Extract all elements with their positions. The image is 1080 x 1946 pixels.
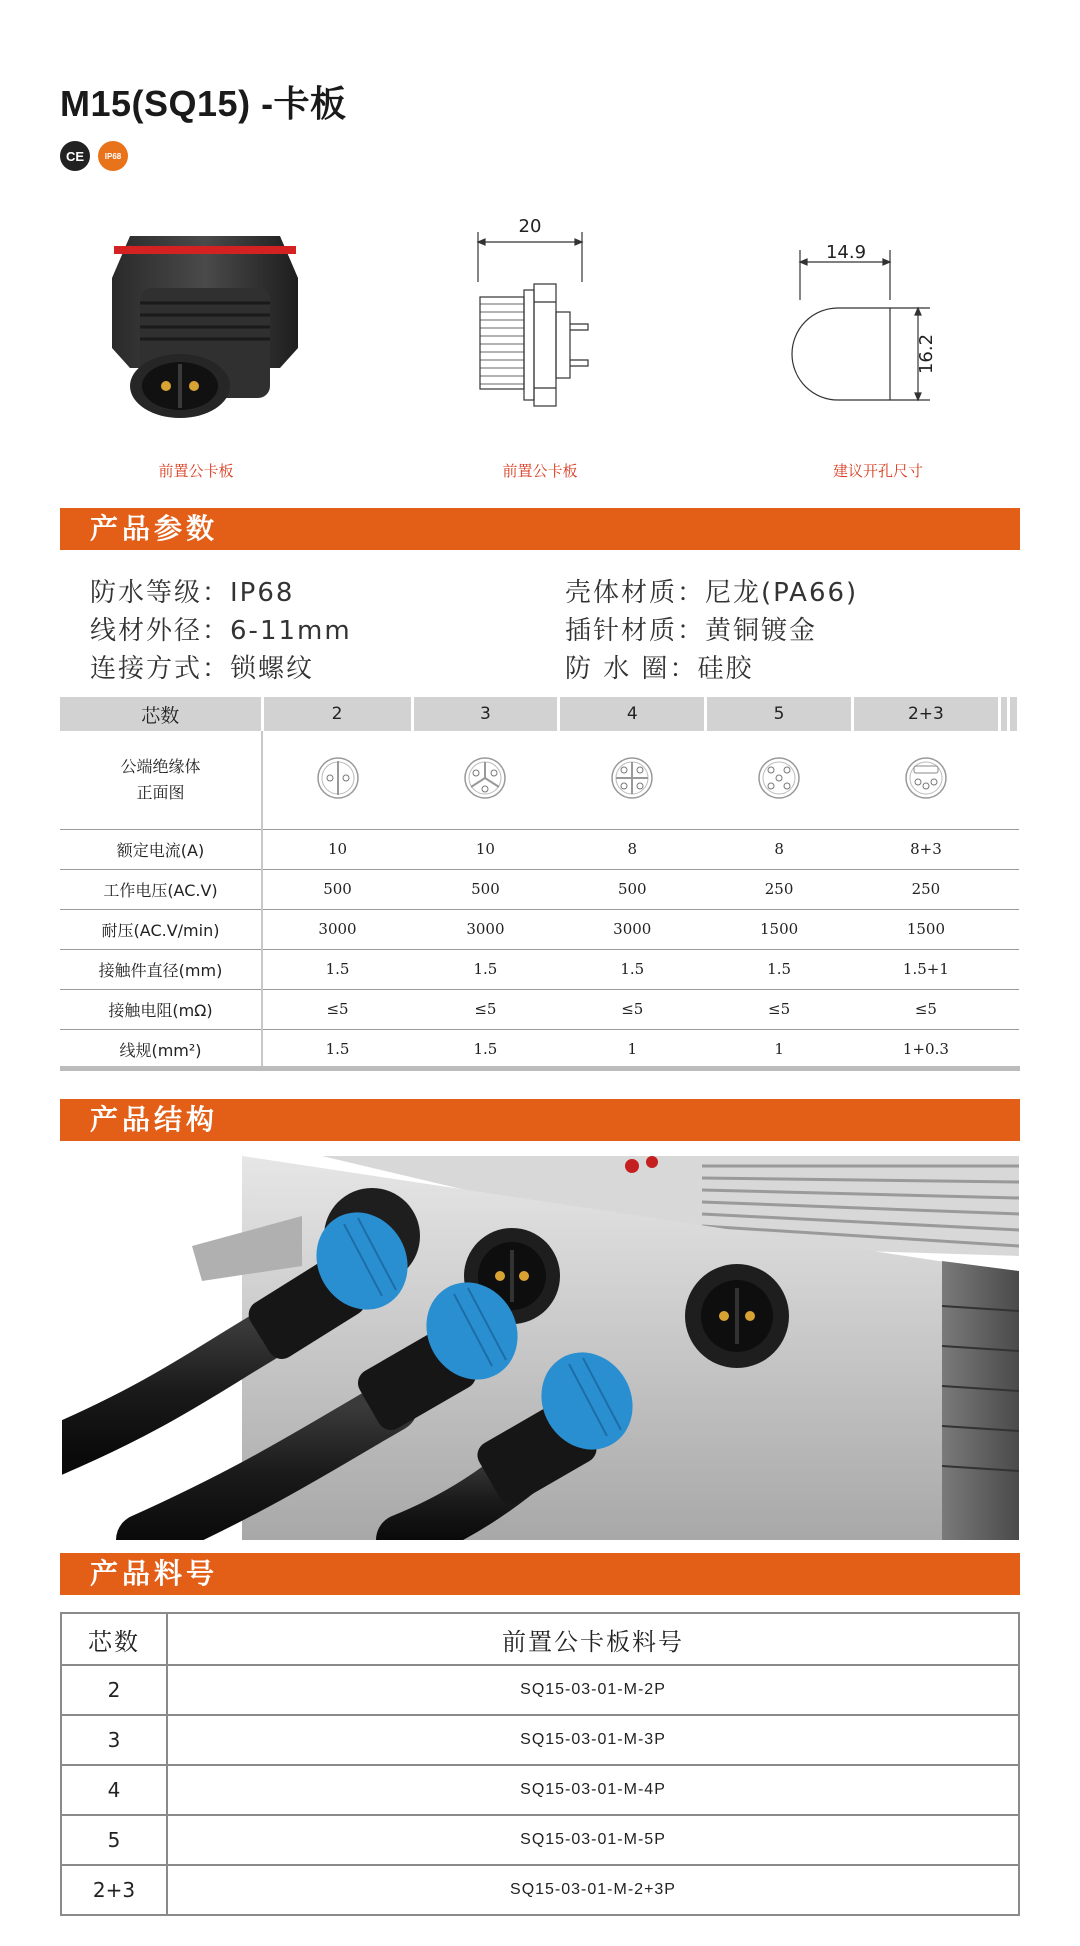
text-span: 连接方式： bbox=[90, 654, 231, 684]
pin-face-2-3-icon bbox=[853, 731, 1000, 829]
text-span: 线材外径： bbox=[90, 616, 231, 646]
text-span: IP68 bbox=[230, 578, 295, 608]
table-cell: 耐压(AC.V/min) bbox=[60, 909, 262, 949]
table-cell: SQ15-03-01-M-3P bbox=[167, 1715, 1019, 1765]
spec-header-cell: 2 bbox=[262, 697, 412, 731]
part-header-code: 前置公卡板料号 bbox=[167, 1613, 1019, 1665]
product-caption: 前置公卡板 bbox=[502, 462, 578, 480]
pin-face-2-icon bbox=[262, 731, 412, 829]
table-cell bbox=[1009, 829, 1019, 869]
table-cell: 1.5 bbox=[559, 949, 706, 989]
spec-header-label: 芯数 bbox=[60, 697, 262, 731]
ip68-icon: IP68 bbox=[98, 141, 128, 171]
face-label bbox=[60, 731, 262, 829]
table-cell: 额定电流(A) bbox=[60, 829, 262, 869]
connector-photo bbox=[110, 218, 300, 418]
part-row bbox=[61, 1715, 1019, 1765]
table-cell: SQ15-03-01-M-2+3P bbox=[167, 1865, 1019, 1915]
spec-header-cell: 3 bbox=[412, 697, 559, 731]
table-cell: ≤5 bbox=[262, 989, 412, 1029]
table-cell bbox=[1009, 869, 1019, 909]
table-cell: 250 bbox=[706, 869, 853, 909]
empty-cell bbox=[1009, 731, 1019, 829]
table-cell: 1 bbox=[559, 1029, 706, 1069]
table-cell: 2+3 bbox=[61, 1865, 167, 1915]
table-cell: ≤5 bbox=[706, 989, 853, 1029]
table-cell bbox=[999, 989, 1009, 1029]
table-cell: 1.5 bbox=[262, 949, 412, 989]
text-span: 尼龙(PA66) bbox=[705, 578, 859, 608]
part-row bbox=[61, 1815, 1019, 1865]
table-cell: 8 bbox=[559, 829, 706, 869]
spec-header-cell: 4 bbox=[559, 697, 706, 731]
text-span: 正面图 bbox=[136, 782, 185, 802]
table-cell: 1 bbox=[706, 1029, 853, 1069]
table-cell: 250 bbox=[853, 869, 1000, 909]
ce-mark-icon: CE bbox=[60, 141, 90, 171]
table-cell: 2 bbox=[61, 1665, 167, 1715]
spec-row bbox=[60, 909, 1019, 949]
table-cell bbox=[999, 909, 1009, 949]
table-cell: 1500 bbox=[706, 909, 853, 949]
table-cell: 8+3 bbox=[853, 829, 1000, 869]
spec-header-cell bbox=[1009, 697, 1019, 731]
text-span: 防 水 圈： bbox=[565, 654, 698, 684]
table-cell: ≤5 bbox=[853, 989, 1000, 1029]
spec-face-row bbox=[60, 731, 1019, 829]
spec-row bbox=[60, 829, 1019, 869]
table-cell bbox=[999, 949, 1009, 989]
spec-row bbox=[60, 869, 1019, 909]
table-cell: 10 bbox=[412, 829, 559, 869]
table-cell: 接触电阻(mΩ) bbox=[60, 989, 262, 1029]
table-cell: 工作电压(AC.V) bbox=[60, 869, 262, 909]
table-cell: 1.5 bbox=[262, 1029, 412, 1069]
param-item bbox=[90, 610, 352, 647]
table-cell: SQ15-03-01-M-5P bbox=[167, 1815, 1019, 1865]
structure-photo bbox=[62, 1156, 1019, 1540]
param-item bbox=[565, 648, 754, 685]
text-span: 黄铜镀金 bbox=[705, 616, 818, 646]
table-cell: 8 bbox=[706, 829, 853, 869]
spec-header-cell bbox=[999, 697, 1009, 731]
table-cell: 1.5+1 bbox=[853, 949, 1000, 989]
panel-hole-drawing bbox=[790, 240, 940, 420]
param-item bbox=[90, 648, 314, 685]
part-row bbox=[61, 1665, 1019, 1715]
pin-face-4-icon bbox=[559, 731, 706, 829]
table-cell: SQ15-03-01-M-2P bbox=[167, 1665, 1019, 1715]
table-cell: 500 bbox=[262, 869, 412, 909]
spec-row bbox=[60, 949, 1019, 989]
spec-row bbox=[60, 989, 1019, 1029]
part-number-table bbox=[60, 1612, 1020, 1916]
table-cell: 接触件直径(mm) bbox=[60, 949, 262, 989]
table-cell: SQ15-03-01-M-4P bbox=[167, 1765, 1019, 1815]
table-cell: 500 bbox=[412, 869, 559, 909]
table-cell bbox=[999, 829, 1009, 869]
table-cell: 5 bbox=[61, 1815, 167, 1865]
page-title: M15(SQ15) -卡板 bbox=[60, 83, 347, 124]
text-span: 插针材质： bbox=[565, 616, 706, 646]
text-span: 6-11mm bbox=[230, 616, 352, 646]
param-item bbox=[565, 610, 817, 647]
text-span: 壳体材质： bbox=[565, 578, 706, 608]
table-cell: 1.5 bbox=[412, 1029, 559, 1069]
text-span: 硅胶 bbox=[697, 654, 754, 684]
spec-table bbox=[60, 697, 1020, 1070]
hole-width-label: 14.9 bbox=[825, 242, 867, 263]
table-cell: 3000 bbox=[412, 909, 559, 949]
table-cell: 10 bbox=[262, 829, 412, 869]
hole-height-label: 16.2 bbox=[916, 333, 937, 375]
table-cell: 3000 bbox=[559, 909, 706, 949]
param-item bbox=[90, 572, 294, 609]
table-cell: 4 bbox=[61, 1765, 167, 1815]
empty-cell bbox=[999, 731, 1009, 829]
text-span: 公端绝缘体 bbox=[120, 756, 201, 776]
spec-header-row bbox=[60, 697, 1019, 731]
section-header-parts: 产品料号 bbox=[60, 1553, 1020, 1595]
table-cell: 500 bbox=[559, 869, 706, 909]
product-caption: 建议开孔尺寸 bbox=[832, 462, 923, 480]
pin-face-3-icon bbox=[412, 731, 559, 829]
table-cell: ≤5 bbox=[412, 989, 559, 1029]
section-header-structure: 产品结构 bbox=[60, 1099, 1020, 1141]
part-header-count: 芯数 bbox=[61, 1613, 167, 1665]
part-header-row bbox=[61, 1613, 1019, 1665]
pin-face-5-icon bbox=[706, 731, 853, 829]
spec-row bbox=[60, 1029, 1019, 1069]
table-cell bbox=[1009, 1029, 1019, 1069]
section-header-params: 产品参数 bbox=[60, 508, 1020, 550]
part-row bbox=[61, 1765, 1019, 1815]
spec-header-cell: 5 bbox=[706, 697, 853, 731]
spec-header-cell: 2+3 bbox=[853, 697, 1000, 731]
table-cell: ≤5 bbox=[559, 989, 706, 1029]
table-cell bbox=[1009, 909, 1019, 949]
table-cell: 1500 bbox=[853, 909, 1000, 949]
table-cell bbox=[1009, 989, 1019, 1029]
table-cell: 线规(mm²) bbox=[60, 1029, 262, 1069]
dimension-width-label: 20 bbox=[518, 216, 542, 237]
text-span: 锁螺纹 bbox=[230, 654, 315, 684]
param-item bbox=[565, 572, 858, 609]
table-cell: 1+0.3 bbox=[853, 1029, 1000, 1069]
table-cell: 3 bbox=[61, 1715, 167, 1765]
table-cell: 3000 bbox=[262, 909, 412, 949]
table-cell: 1.5 bbox=[706, 949, 853, 989]
part-row bbox=[61, 1865, 1019, 1915]
table-cell: 1.5 bbox=[412, 949, 559, 989]
table-divider bbox=[60, 1066, 1020, 1071]
product-caption: 前置公卡板 bbox=[158, 462, 234, 480]
table-cell bbox=[1009, 949, 1019, 989]
table-cell bbox=[999, 869, 1009, 909]
text-span: 防水等级： bbox=[90, 578, 231, 608]
table-cell bbox=[999, 1029, 1009, 1069]
side-dimension-drawing bbox=[470, 212, 630, 422]
